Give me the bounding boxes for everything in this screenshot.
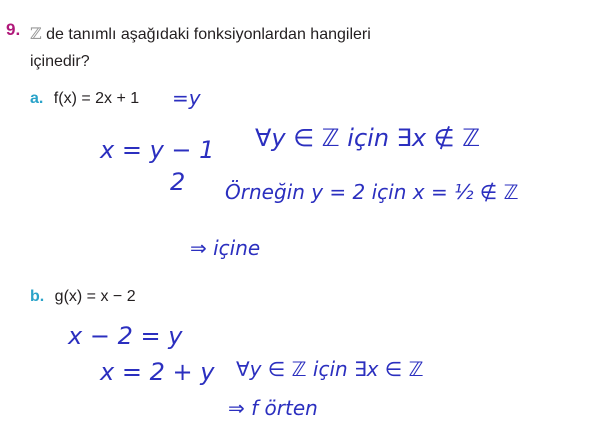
part-a-letter: a. xyxy=(30,90,44,107)
part-b-function: g(x) = x − 2 xyxy=(54,288,136,305)
part-a xyxy=(30,90,139,108)
question-text xyxy=(30,20,470,75)
part-a-handwritten-eq: =y xyxy=(172,86,201,110)
part-a-handwritten-claim: ∀y ∈ ℤ için ∃x ∉ ℤ xyxy=(255,124,481,152)
part-a-handwritten-solve: x = y − 1 xyxy=(100,136,215,164)
part-b-letter: b. xyxy=(30,288,45,305)
part-a-handwritten-example: Örneğin y = 2 için x = ½ ∉ ℤ xyxy=(225,180,519,204)
question-number: 9. xyxy=(6,20,21,39)
question-line-1: de tanımlı aşağıdaki fonksiyonlardan hangileri xyxy=(41,26,371,43)
part-b xyxy=(30,288,136,306)
part-a-handwritten-conclusion: ⇒ içine xyxy=(190,236,261,260)
part-b-handwritten-claim: ∀y ∈ ℤ için ∃x ∈ ℤ xyxy=(236,357,424,381)
part-a-function: f(x) = 2x + 1 xyxy=(53,90,140,107)
part-b-handwritten-conclusion: ⇒ f örten xyxy=(228,396,318,420)
integer-set-symbol: ℤ xyxy=(30,24,42,43)
part-b-handwritten-line-2: x = 2 + y xyxy=(100,358,215,386)
question-line-2: içinedir? xyxy=(30,53,90,70)
part-b-handwritten-line-1: x − 2 = y xyxy=(68,322,183,350)
part-a-handwritten-denominator: 2 xyxy=(170,168,186,196)
